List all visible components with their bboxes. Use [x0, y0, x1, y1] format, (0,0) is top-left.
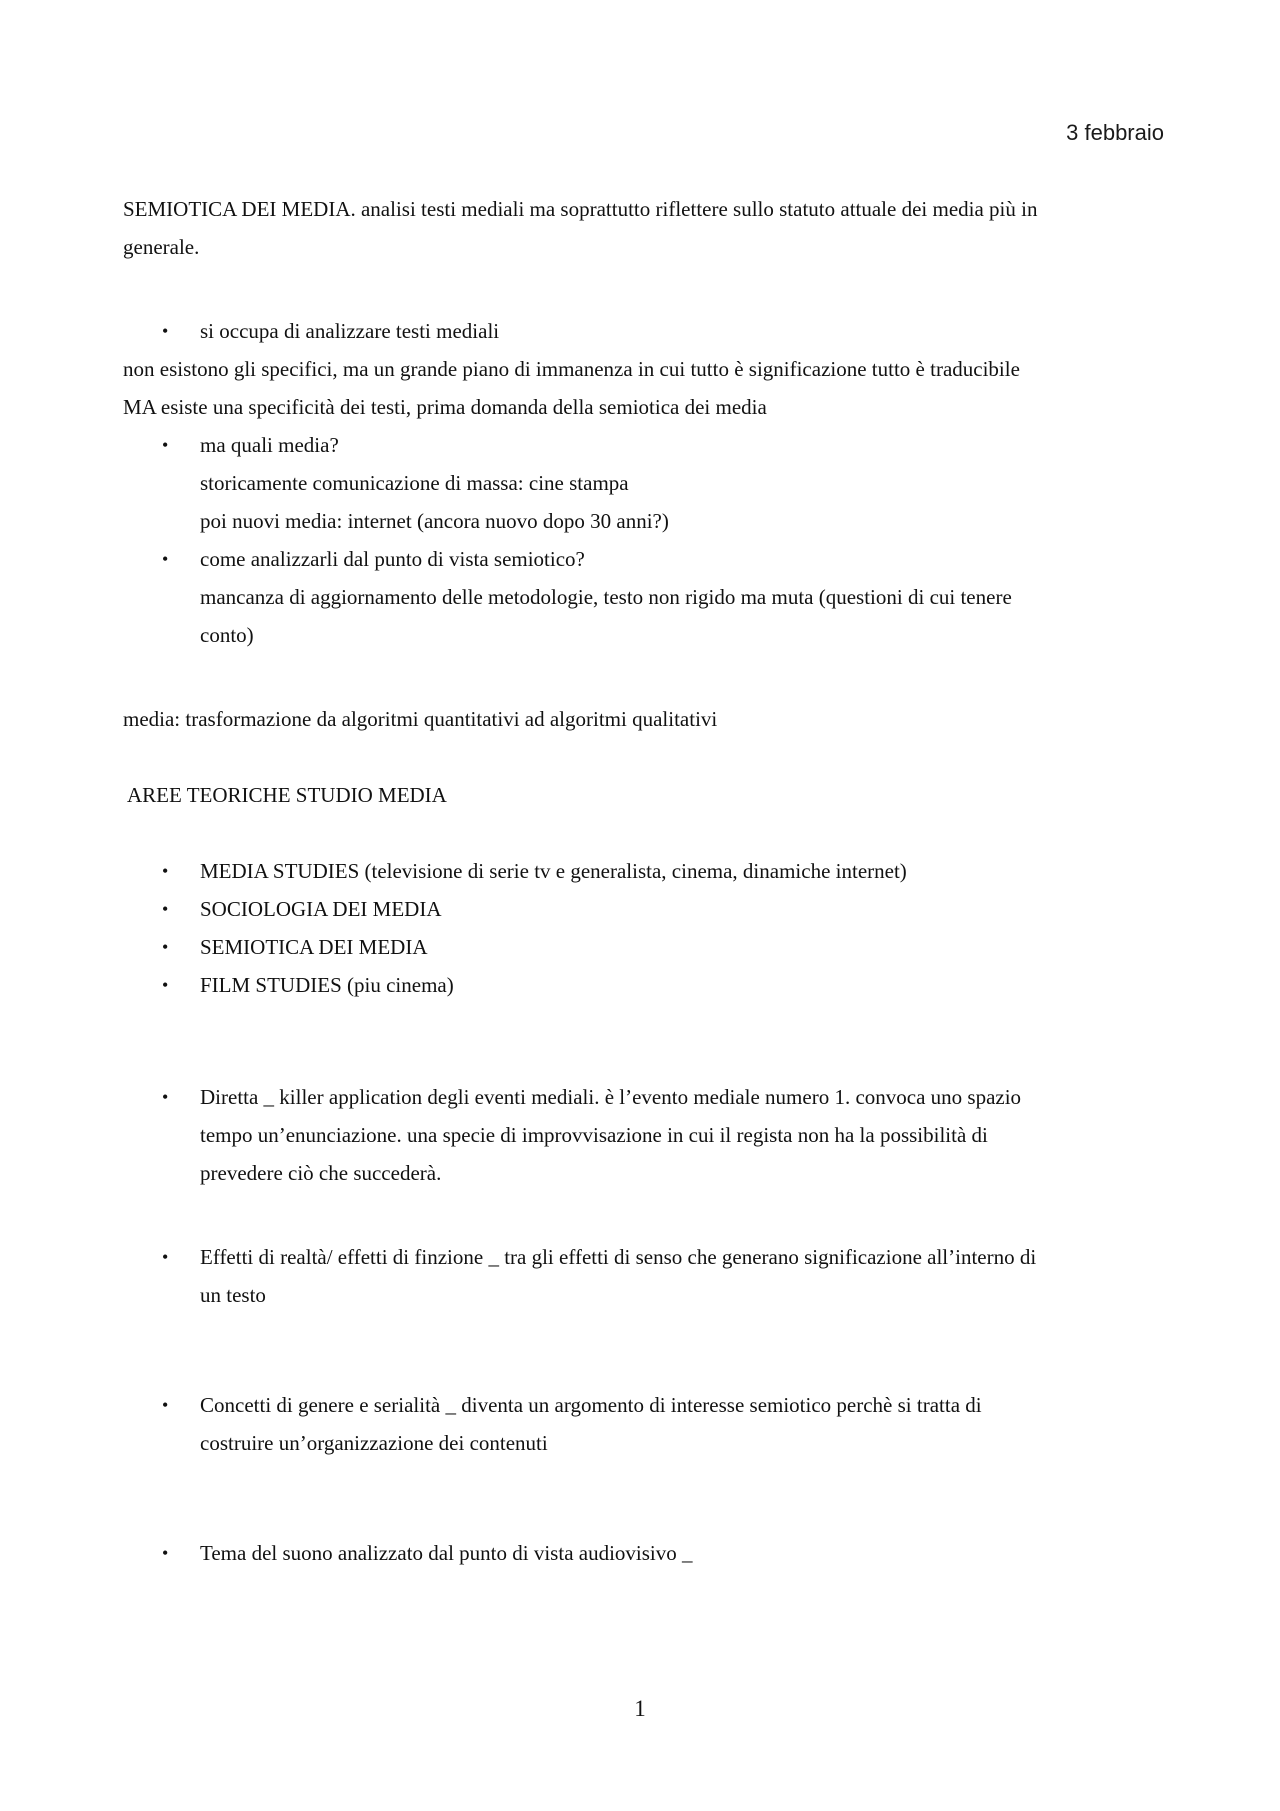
list-item — [123, 852, 1163, 890]
section-heading: AREE TEORICHE STUDIO MEDIA — [127, 783, 447, 807]
list-item — [123, 966, 1163, 1004]
topic-text: Tema del suono analizzato dal punto di vista audiovisivo _ — [200, 1541, 693, 1565]
page-content — [123, 190, 1163, 1572]
sub-line: poi nuovi media: internet (ancora nuovo dopo 30 anni?) — [200, 509, 669, 533]
topic-line: prevedere ciò che succederà. — [200, 1161, 442, 1185]
topic-effetti — [123, 1238, 1163, 1314]
bullet-icon: • — [162, 975, 169, 995]
topic-line — [123, 1386, 1163, 1424]
bullet-icon: • — [162, 321, 169, 341]
list-item-text: FILM STUDIES (piu cinema) — [200, 973, 454, 997]
bullet-text: si occupa di analizzare testi mediali — [200, 319, 500, 343]
topic-line — [123, 1238, 1163, 1276]
sub-line: mancanza di aggiornamento delle metodologie, testo non rigido ma muta (questioni di cui tenere — [200, 585, 1012, 609]
page-number: 1 — [634, 1696, 646, 1721]
date-header: 3 febbraio — [1066, 120, 1164, 145]
intro-line-2: generale. — [123, 235, 200, 259]
bullet-item — [123, 540, 1163, 578]
topic-line: tempo un’enunciazione. una specie di improvvisazione in cui il regista non ha la possibilità di — [200, 1123, 988, 1147]
bullet-icon: • — [162, 861, 169, 881]
list-item — [123, 928, 1163, 966]
topic-text: Diretta _ killer application degli eventi mediali. è l’evento mediale numero 1. convoca uno spazio — [200, 1085, 1022, 1109]
bullet-icon: • — [162, 1395, 169, 1415]
bullet-text: ma quali media? — [200, 433, 339, 457]
paragraph: MA esiste una specificità dei testi, prima domanda della semiotica dei media — [123, 395, 767, 419]
bullet-icon: • — [162, 1543, 169, 1563]
bullet-text: come analizzarli dal punto di vista semiotico? — [200, 547, 585, 571]
bullet-icon: • — [162, 899, 169, 919]
bullet-item — [123, 426, 1163, 464]
bullet-icon: • — [162, 549, 169, 569]
sub-line: storicamente comunicazione di massa: cine stampa — [200, 471, 629, 495]
intro-line-1: SEMIOTICA DEI MEDIA. analisi testi mediali ma soprattutto riflettere sullo statuto attuale dei media più in — [123, 197, 1038, 221]
sub-line: conto) — [200, 623, 254, 647]
bullet-icon: • — [162, 435, 169, 455]
topic-genere — [123, 1386, 1163, 1462]
topic-line — [123, 1534, 1163, 1572]
list-item-text: MEDIA STUDIES (televisione di serie tv e generalista, cinema, dinamiche internet) — [200, 859, 907, 883]
topic-line — [123, 1078, 1163, 1116]
topic-diretta — [123, 1078, 1163, 1192]
paragraph: non esistono gli specifici, ma un grande piano di immanenza in cui tutto è significazione tutto è traducibile — [123, 357, 1020, 381]
list-item-text: SOCIOLOGIA DEI MEDIA — [200, 897, 442, 921]
bullet-icon: • — [162, 937, 169, 957]
topic-suono — [123, 1534, 1163, 1572]
list-item-text: SEMIOTICA DEI MEDIA — [200, 935, 428, 959]
bullet-icon: • — [162, 1087, 169, 1107]
topic-text: Effetti di realtà/ effetti di finzione _ tra gli effetti di senso che generano significazione all’interno di — [200, 1245, 1037, 1269]
list-item — [123, 890, 1163, 928]
media-line: media: trasformazione da algoritmi quantitativi ad algoritmi qualitativi — [123, 707, 718, 731]
topic-text: Concetti di genere e serialità _ diventa un argomento di interesse semiotico perchè si tratta di — [200, 1393, 982, 1417]
bullet-icon: • — [162, 1247, 169, 1267]
bullet-item — [123, 312, 1163, 350]
topic-line: costruire un’organizzazione dei contenuti — [200, 1431, 548, 1455]
topic-line: un testo — [200, 1283, 266, 1307]
